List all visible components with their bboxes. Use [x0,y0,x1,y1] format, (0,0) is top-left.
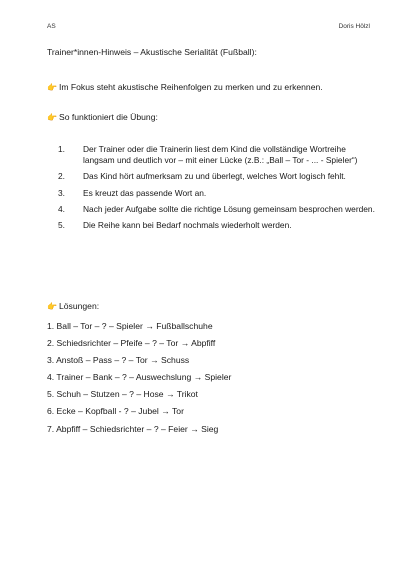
step-number: 1. [58,144,65,154]
pointing-hand-icon: 👉 [47,302,57,311]
step-number: 2. [58,171,65,182]
intro-how [47,111,158,124]
instruction-step [58,220,378,231]
solution-item: 1. Ball – Tor – ? – Spieler → Fußballschuhe [47,321,213,331]
pointing-hand-icon: 👉 [47,83,57,92]
step-text: Es kreuzt das passende Wort an. [83,187,207,198]
solution-item: 7. Abpfiff – Schiedsrichter – ? – Feier → Sieg [47,423,219,434]
step-text: Der Trainer oder die Trainerin liest dem Kind die vollständige Wortreihe langsam und deutlich vor – mit einer Lücke (z.B.: „Ball – Tor - ... - Spieler“) [83,144,358,166]
instruction-step [58,204,378,215]
solution-item: 2. Schiedsrichter – Pfeife – ? – Tor → Abpfiff [47,338,216,349]
step-number: 3. [58,187,65,198]
intro-focus-text: Im Fokus steht akustische Reihenfolgen zu merken und zu erkennen. [58,82,323,92]
intro-how-text: So funktioniert die Übung: [58,112,158,122]
pointing-hand-icon: 👉 [47,113,57,122]
intro-focus [47,81,357,94]
solutions-heading-text: Lösungen: [58,301,100,311]
instruction-steps [58,144,378,236]
step-text: Das Kind hört aufmerksam zu und überlegt, welches Wort logisch fehlt. [83,171,346,182]
solutions-heading [47,300,99,313]
instruction-step [58,171,378,182]
step-text: Die Reihe kann bei Bedarf nochmals wiederholt werden. [83,220,292,231]
solutions-list [47,318,231,438]
instruction-step [58,144,378,166]
step-number: 4. [58,203,65,214]
step-text: Nach jeder Aufgabe sollte die richtige Lösung gemeinsam besprochen werden. [83,203,375,214]
solution-item: 6. Ecke – Kopfball - ? – Jubel → Tor [47,406,184,417]
header-author: Doris Hölzl [338,23,370,30]
solution-item: 5. Schuh – Stutzen – ? – Hose → Trikot [47,389,198,400]
solution-item: 4. Trainer – Bank – ? – Auswechslung → Spieler [47,372,232,383]
solution-item: 3. Anstoß – Pass – ? – Tor → Schuss [47,355,190,366]
step-number: 5. [58,220,65,231]
instruction-step [58,188,378,199]
header-left-text: AS [47,23,56,30]
page-title: Trainer*innen-Hinweis – Akustische Serialität (Fußball): [47,47,257,57]
